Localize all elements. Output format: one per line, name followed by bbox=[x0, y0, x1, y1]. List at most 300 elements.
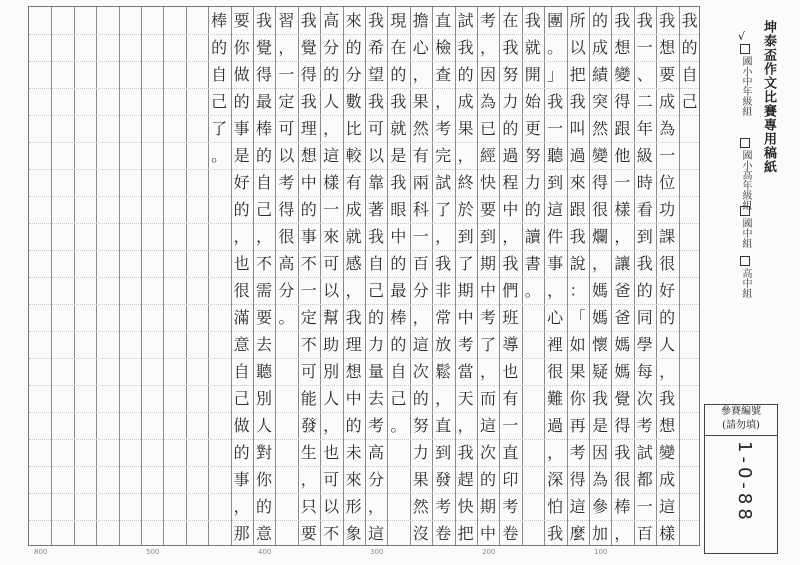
essay-character: 次 bbox=[479, 443, 496, 462]
essay-character: 我 bbox=[390, 173, 407, 192]
essay-column bbox=[589, 7, 611, 547]
essay-character: 期 bbox=[457, 281, 474, 300]
essay-character: 力 bbox=[524, 173, 541, 192]
option-checkbox-4[interactable] bbox=[740, 256, 750, 266]
essay-character: 你 bbox=[233, 38, 250, 57]
essay-character: 我 bbox=[636, 11, 653, 30]
essay-character: 很 bbox=[591, 200, 608, 219]
essay-character: 中 bbox=[300, 173, 317, 192]
essay-character: 這 bbox=[479, 416, 496, 435]
essay-character: 也 bbox=[323, 443, 340, 462]
essay-character: 來 bbox=[569, 173, 586, 192]
essay-character: 著 bbox=[367, 200, 384, 219]
essay-character: 果 bbox=[412, 92, 429, 111]
essay-character: 考 bbox=[367, 416, 384, 435]
essay-character: 的 bbox=[300, 200, 317, 219]
essay-character: 的 bbox=[524, 200, 541, 219]
essay-character: 好 bbox=[233, 173, 250, 192]
essay-character: 要 bbox=[479, 200, 496, 219]
essay-character: 不 bbox=[300, 254, 317, 273]
essay-character: 理 bbox=[345, 335, 362, 354]
essay-character: 要 bbox=[255, 308, 272, 327]
essay-character: 事 bbox=[233, 470, 250, 489]
essay-character: 次 bbox=[636, 389, 653, 408]
essay-character: 來 bbox=[345, 470, 362, 489]
essay-column bbox=[477, 7, 499, 547]
essay-character: 的 bbox=[390, 335, 407, 354]
essay-character: 考 bbox=[435, 119, 452, 138]
essay-character: 的 bbox=[233, 92, 250, 111]
option-label-4: 高中組 bbox=[740, 268, 751, 298]
essay-character: 每 bbox=[636, 362, 653, 381]
option-label-2: 國小高年級組 bbox=[740, 150, 751, 210]
essay-character: 直 bbox=[435, 416, 452, 435]
essay-character: 的 bbox=[659, 308, 676, 327]
option-checkbox-3[interactable] bbox=[740, 206, 750, 216]
essay-character: 別 bbox=[323, 362, 340, 381]
essay-character: 力 bbox=[412, 443, 429, 462]
essay-character: 是 bbox=[233, 146, 250, 165]
essay-character: 讀 bbox=[524, 227, 541, 246]
essay-character: ， bbox=[547, 443, 564, 462]
essay-character: 事 bbox=[300, 227, 317, 246]
essay-character: 自 bbox=[233, 362, 250, 381]
essay-character: 心 bbox=[547, 308, 564, 327]
essay-character: 中 bbox=[479, 524, 496, 543]
essay-character: 對 bbox=[255, 443, 272, 462]
essay-character: 經 bbox=[479, 146, 496, 165]
essay-character: 分 bbox=[323, 38, 340, 57]
essay-character: 叫 bbox=[569, 119, 586, 138]
essay-character: 果 bbox=[457, 119, 474, 138]
essay-character: 懷 bbox=[591, 335, 608, 354]
essay-column bbox=[387, 7, 409, 547]
essay-character: 考 bbox=[479, 308, 496, 327]
essay-character: 以 bbox=[569, 38, 586, 57]
essay-column bbox=[499, 7, 521, 547]
essay-character: 可 bbox=[300, 362, 317, 381]
footer-mark: 100 bbox=[594, 548, 608, 556]
essay-character: 的 bbox=[255, 497, 272, 516]
essay-character: 靠 bbox=[367, 173, 384, 192]
essay-character: 我 bbox=[681, 11, 698, 30]
essay-character: 趕 bbox=[457, 470, 474, 489]
essay-character: 以 bbox=[323, 281, 340, 300]
essay-character: 我 bbox=[390, 92, 407, 111]
essay-character: 直 bbox=[435, 11, 452, 30]
essay-character: 位 bbox=[659, 173, 676, 192]
essay-character: 一 bbox=[636, 497, 653, 516]
essay-character: 年 bbox=[636, 119, 653, 138]
essay-character: 到 bbox=[479, 227, 496, 246]
essay-character: 來 bbox=[323, 227, 340, 246]
essay-character: 們 bbox=[502, 281, 519, 300]
essay-character: 印 bbox=[502, 470, 519, 489]
essay-character: 得 bbox=[614, 416, 631, 435]
essay-character: ， bbox=[479, 362, 496, 381]
option-checkbox-1[interactable] bbox=[740, 44, 750, 54]
essay-character: 爸 bbox=[614, 281, 631, 300]
essay-character: 考 bbox=[479, 11, 496, 30]
essay-character: 中 bbox=[390, 227, 407, 246]
essay-character: ， bbox=[547, 281, 564, 300]
essay-character: 期 bbox=[479, 497, 496, 516]
essay-character: 我 bbox=[614, 443, 631, 462]
essay-character: 沒 bbox=[412, 524, 429, 543]
essay-character: 棒 bbox=[255, 119, 272, 138]
essay-column bbox=[298, 7, 320, 547]
essay-character: 未 bbox=[345, 443, 362, 462]
essay-character: 變 bbox=[591, 146, 608, 165]
essay-character: 可 bbox=[323, 254, 340, 273]
essay-character: ， bbox=[233, 497, 250, 516]
essay-character: 自 bbox=[367, 254, 384, 273]
essay-column bbox=[253, 7, 275, 547]
essay-character: 考 bbox=[569, 443, 586, 462]
essay-character: 」 bbox=[547, 65, 564, 84]
essay-character: 爛 bbox=[591, 227, 608, 246]
essay-character: 媽 bbox=[614, 362, 631, 381]
footer-mark: 500 bbox=[146, 548, 160, 556]
essay-character: 得 bbox=[569, 470, 586, 489]
essay-character: 棒 bbox=[614, 497, 631, 516]
essay-character: 一 bbox=[547, 119, 564, 138]
essay-character: 很 bbox=[233, 281, 250, 300]
essay-column bbox=[567, 7, 589, 547]
essay-character: 到 bbox=[457, 227, 474, 246]
essay-character: 這 bbox=[412, 335, 429, 354]
essay-character: 很 bbox=[659, 254, 676, 273]
essay-character: 做 bbox=[233, 416, 250, 435]
essay-character: 了 bbox=[435, 200, 452, 219]
essay-character: 過 bbox=[569, 146, 586, 165]
essay-character: 我 bbox=[547, 524, 564, 543]
essay-column bbox=[432, 7, 454, 547]
essay-column bbox=[365, 7, 387, 547]
essay-character: 最 bbox=[390, 281, 407, 300]
essay-character: ， bbox=[479, 38, 496, 57]
essay-character: 較 bbox=[345, 146, 362, 165]
essay-character: 麼 bbox=[569, 524, 586, 543]
essay-character: ， bbox=[412, 308, 429, 327]
essay-character: 心 bbox=[412, 38, 429, 57]
essay-character: 人 bbox=[659, 335, 676, 354]
essay-character: 天 bbox=[457, 389, 474, 408]
essay-character: 果 bbox=[569, 362, 586, 381]
form-header bbox=[704, 6, 794, 546]
essay-column bbox=[634, 7, 656, 547]
essay-character: 團 bbox=[547, 11, 564, 30]
footer-mark: 400 bbox=[258, 548, 272, 556]
essay-character: ， bbox=[255, 227, 272, 246]
essay-character: 努 bbox=[502, 65, 519, 84]
essay-character: 。 bbox=[524, 281, 541, 300]
essay-character: 讓 bbox=[614, 254, 631, 273]
essay-character: ， bbox=[367, 497, 384, 516]
essay-character: 己 bbox=[255, 200, 272, 219]
essay-character: 聽 bbox=[547, 146, 564, 165]
essay-character: ， bbox=[659, 362, 676, 381]
essay-character: ， bbox=[323, 416, 340, 435]
essay-character: 書 bbox=[524, 254, 541, 273]
essay-character: 想 bbox=[345, 362, 362, 381]
essay-character: 考 bbox=[457, 335, 474, 354]
essay-character: ， bbox=[614, 524, 631, 543]
essay-character: 把 bbox=[457, 524, 474, 543]
essay-character: 習 bbox=[278, 11, 295, 30]
essay-character: 你 bbox=[569, 389, 586, 408]
essay-character: 突 bbox=[591, 92, 608, 111]
essay-character: 一 bbox=[636, 38, 653, 57]
essay-character: 我 bbox=[659, 389, 676, 408]
essay-character: 很 bbox=[547, 362, 564, 381]
essay-character: 卷 bbox=[435, 524, 452, 543]
essay-character: 的 bbox=[345, 38, 362, 57]
essay-character: 媽 bbox=[614, 335, 631, 354]
essay-character: 的 bbox=[390, 65, 407, 84]
essay-character: 檢 bbox=[435, 38, 452, 57]
essay-character: 我 bbox=[636, 254, 653, 273]
essay-character: 可 bbox=[323, 470, 340, 489]
essay-column bbox=[656, 7, 678, 547]
essay-character: 自 bbox=[681, 65, 698, 84]
essay-character: 一 bbox=[323, 200, 340, 219]
essay-character: 去 bbox=[367, 389, 384, 408]
essay-character: 努 bbox=[524, 146, 541, 165]
essay-column bbox=[343, 7, 365, 547]
essay-character: 我 bbox=[367, 11, 384, 30]
essay-character: 想 bbox=[659, 416, 676, 435]
essay-character: 己 bbox=[233, 389, 250, 408]
essay-character: 己 bbox=[390, 389, 407, 408]
footer-mark: 200 bbox=[482, 548, 496, 556]
essay-character: ， bbox=[502, 227, 519, 246]
essay-character: 我 bbox=[569, 92, 586, 111]
essay-character: 媽 bbox=[591, 281, 608, 300]
footer-mark: 300 bbox=[370, 548, 384, 556]
essay-character: 助 bbox=[323, 335, 340, 354]
essay-character: 這 bbox=[569, 497, 586, 516]
essay-character: 媽 bbox=[591, 308, 608, 327]
essay-character: 不 bbox=[255, 254, 272, 273]
essay-character: 比 bbox=[345, 119, 362, 138]
essay-character: 量 bbox=[367, 362, 384, 381]
essay-character: 這 bbox=[367, 524, 384, 543]
essay-character: 的 bbox=[211, 38, 228, 57]
essay-character: 當 bbox=[457, 362, 474, 381]
essay-character: 在 bbox=[502, 11, 519, 30]
essay-character: 疑 bbox=[591, 362, 608, 381]
essay-character: 時 bbox=[636, 173, 653, 192]
essay-character: 參 bbox=[591, 497, 608, 516]
essay-character: ， bbox=[278, 38, 295, 57]
essay-character: 、 bbox=[636, 65, 653, 84]
essay-character: ， bbox=[591, 254, 608, 273]
essay-character: 人 bbox=[255, 416, 272, 435]
essay-character: 就 bbox=[524, 38, 541, 57]
essay-character: 級 bbox=[636, 146, 653, 165]
essay-character: 數 bbox=[345, 92, 362, 111]
essay-character: 功 bbox=[659, 200, 676, 219]
essay-character: 果 bbox=[412, 470, 429, 489]
essay-character: 我 bbox=[345, 308, 362, 327]
essay-character: ， bbox=[233, 227, 250, 246]
essay-character: 的 bbox=[233, 200, 250, 219]
essay-character: 望 bbox=[367, 65, 384, 84]
essay-character: 一 bbox=[278, 65, 295, 84]
essay-character: 感 bbox=[345, 254, 362, 273]
essay-character: 分 bbox=[412, 281, 429, 300]
essay-character: 了 bbox=[211, 119, 228, 138]
essay-column bbox=[275, 7, 297, 547]
essay-character: 我 bbox=[502, 38, 519, 57]
essay-character: 也 bbox=[233, 254, 250, 273]
essay-character: 。 bbox=[211, 146, 228, 165]
essay-column bbox=[320, 7, 342, 547]
essay-character: 意 bbox=[255, 524, 272, 543]
essay-character: 覺 bbox=[614, 389, 631, 408]
entry-number-header bbox=[705, 405, 777, 436]
essay-character: 導 bbox=[502, 335, 519, 354]
essay-character: 自 bbox=[255, 173, 272, 192]
essay-character: 力 bbox=[367, 335, 384, 354]
essay-column bbox=[231, 7, 253, 547]
essay-character: 可 bbox=[278, 119, 295, 138]
essay-character: 是 bbox=[591, 416, 608, 435]
essay-character: 意 bbox=[233, 335, 250, 354]
essay-character: 有 bbox=[502, 389, 519, 408]
essay-character: 事 bbox=[547, 254, 564, 273]
essay-character: 為 bbox=[591, 470, 608, 489]
essay-character: ， bbox=[457, 146, 474, 165]
essay-character: 的 bbox=[502, 119, 519, 138]
essay-character: 爸 bbox=[614, 308, 631, 327]
essay-character: 我 bbox=[367, 227, 384, 246]
essay-character: 到 bbox=[435, 443, 452, 462]
essay-character: 中 bbox=[457, 308, 474, 327]
essay-character: 我 bbox=[547, 92, 564, 111]
essay-character: 要 bbox=[659, 65, 676, 84]
essay-character: 有 bbox=[412, 146, 429, 165]
essay-character: 過 bbox=[547, 416, 564, 435]
option-label-1: 國小中年級組 bbox=[740, 56, 751, 116]
essay-character: 的 bbox=[412, 389, 429, 408]
essay-column bbox=[455, 7, 477, 547]
essay-character: 己 bbox=[681, 92, 698, 111]
essay-character: 人 bbox=[323, 389, 340, 408]
essay-character: 更 bbox=[524, 119, 541, 138]
essay-character: 要 bbox=[300, 524, 317, 543]
essay-character: 。 bbox=[390, 416, 407, 435]
essay-character: 想 bbox=[614, 38, 631, 57]
essay-character: 高 bbox=[278, 254, 295, 273]
essay-character: ， bbox=[435, 227, 452, 246]
essay-character: 過 bbox=[502, 146, 519, 165]
essay-character: 形 bbox=[345, 497, 362, 516]
essay-character: 考 bbox=[502, 497, 519, 516]
essay-character: 到 bbox=[636, 227, 653, 246]
essay-character: 我 bbox=[300, 92, 317, 111]
essay-character: 程 bbox=[502, 173, 519, 192]
essay-character: 二 bbox=[636, 92, 653, 111]
essay-character: 考 bbox=[278, 173, 295, 192]
essay-character: 因 bbox=[591, 443, 608, 462]
essay-character: 成 bbox=[659, 470, 676, 489]
essay-character: 成 bbox=[457, 92, 474, 111]
essay-character: 的 bbox=[479, 470, 496, 489]
essay-column bbox=[208, 7, 230, 547]
essay-character: 一 bbox=[659, 146, 676, 165]
essay-character: 完 bbox=[435, 146, 452, 165]
entry-number-label: 參賽編號 bbox=[721, 406, 761, 417]
essay-character: 了 bbox=[479, 335, 496, 354]
essay-character: 放 bbox=[435, 335, 452, 354]
essay-character: 的 bbox=[255, 146, 272, 165]
essay-character: 而 bbox=[479, 389, 496, 408]
essay-character: 高 bbox=[367, 443, 384, 462]
essay-character: 的 bbox=[681, 38, 698, 57]
essay-character: 加 bbox=[591, 524, 608, 543]
essay-character: 最 bbox=[255, 92, 272, 111]
essay-character: 得 bbox=[255, 65, 272, 84]
essay-character: 查 bbox=[435, 65, 452, 84]
essay-character: 為 bbox=[659, 119, 676, 138]
essay-character: 已 bbox=[479, 119, 496, 138]
essay-character: 次 bbox=[412, 362, 429, 381]
essay-character: 我 bbox=[614, 11, 631, 30]
essay-character: 自 bbox=[211, 65, 228, 84]
essay-character: 力 bbox=[502, 92, 519, 111]
essay-character: 試 bbox=[457, 11, 474, 30]
essay-character: ， bbox=[300, 470, 317, 489]
essay-character: 的 bbox=[367, 308, 384, 327]
essay-character: 己 bbox=[211, 92, 228, 111]
essay-character: 兩 bbox=[412, 173, 429, 192]
essay-character: 裡 bbox=[547, 335, 564, 354]
essay-character: 一 bbox=[614, 173, 631, 192]
essay-character: 來 bbox=[345, 11, 362, 30]
essay-character: 就 bbox=[390, 119, 407, 138]
essay-character: 想 bbox=[300, 146, 317, 165]
essay-character: 那 bbox=[233, 524, 250, 543]
essay-column bbox=[410, 7, 432, 547]
essay-character: 中 bbox=[479, 281, 496, 300]
essay-character: 變 bbox=[659, 443, 676, 462]
entry-number-box bbox=[704, 404, 778, 554]
essay-character: 然 bbox=[412, 119, 429, 138]
essay-character: ， bbox=[435, 389, 452, 408]
essay-character: 件 bbox=[547, 227, 564, 246]
essay-character: 快 bbox=[479, 173, 496, 192]
essay-character: 非 bbox=[435, 281, 452, 300]
essay-character: 科 bbox=[412, 200, 429, 219]
essay-character: 開 bbox=[524, 65, 541, 84]
essay-character: 努 bbox=[412, 416, 429, 435]
essay-character: 一 bbox=[300, 281, 317, 300]
essay-character: 百 bbox=[636, 524, 653, 543]
essay-character: 深 bbox=[547, 470, 564, 489]
essay-character: 眼 bbox=[390, 200, 407, 219]
option-checkbox-2[interactable] bbox=[740, 138, 750, 148]
essay-character: 擔 bbox=[412, 11, 429, 30]
essay-character: 我 bbox=[367, 92, 384, 111]
essay-character: 不 bbox=[323, 524, 340, 543]
essay-character: 能 bbox=[300, 389, 317, 408]
essay-character: 也 bbox=[502, 362, 519, 381]
essay-character: 分 bbox=[278, 281, 295, 300]
essay-character: 理 bbox=[300, 119, 317, 138]
footer-mark: 800 bbox=[34, 548, 48, 556]
